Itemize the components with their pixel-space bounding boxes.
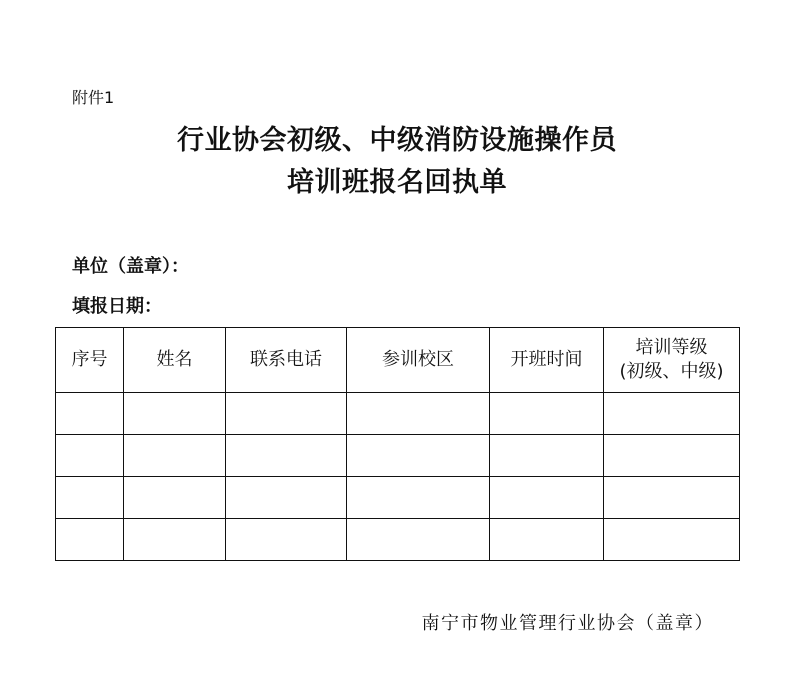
table-cell[interactable] [604, 519, 740, 561]
table-cell[interactable] [490, 435, 604, 477]
header-training-level [604, 328, 740, 393]
table-cell[interactable] [347, 393, 490, 435]
header-class-start-time: 开班时间 [490, 328, 604, 393]
table-cell[interactable] [604, 393, 740, 435]
table-cell[interactable] [124, 435, 226, 477]
table-cell[interactable] [226, 435, 347, 477]
header-phone: 联系电话 [226, 328, 347, 393]
header-campus: 参训校区 [347, 328, 490, 393]
table-cell[interactable] [124, 519, 226, 561]
table-cell[interactable] [56, 477, 124, 519]
table-cell[interactable] [56, 435, 124, 477]
fill-date-field-label: 填报日期： [72, 296, 162, 317]
table-cell[interactable] [226, 477, 347, 519]
table-cell[interactable] [226, 393, 347, 435]
header-training-level-label: 培训等级 [635, 337, 708, 358]
header-training-level-sub: (初级、中级) [619, 361, 724, 382]
registration-table [55, 327, 740, 561]
header-name: 姓名 [124, 328, 226, 393]
table-cell[interactable] [56, 393, 124, 435]
table-cell[interactable] [490, 519, 604, 561]
table-cell[interactable] [490, 393, 604, 435]
table-cell[interactable] [490, 477, 604, 519]
table-cell[interactable] [124, 477, 226, 519]
header-serial-number: 序号 [56, 328, 124, 393]
table-cell[interactable] [347, 477, 490, 519]
table-cell[interactable] [347, 519, 490, 561]
document-title-line-2: 培训班报名回执单 [287, 167, 507, 198]
table-header-row [56, 328, 740, 393]
unit-field-label: 单位（盖章）： [72, 256, 189, 277]
table-row [56, 393, 740, 435]
table-row [56, 519, 740, 561]
table-cell[interactable] [604, 477, 740, 519]
table-cell[interactable] [604, 435, 740, 477]
document-title-line-1: 行业协会初级、中级消防设施操作员 [177, 125, 617, 156]
table-cell[interactable] [226, 519, 347, 561]
attachment-label: 附件1 [72, 88, 115, 107]
issuer-signature-line: 南宁市物业管理行业协会（盖章） [421, 613, 714, 634]
table-row [56, 435, 740, 477]
table-cell[interactable] [56, 519, 124, 561]
table-cell[interactable] [347, 435, 490, 477]
table-cell[interactable] [124, 393, 226, 435]
table-row [56, 477, 740, 519]
